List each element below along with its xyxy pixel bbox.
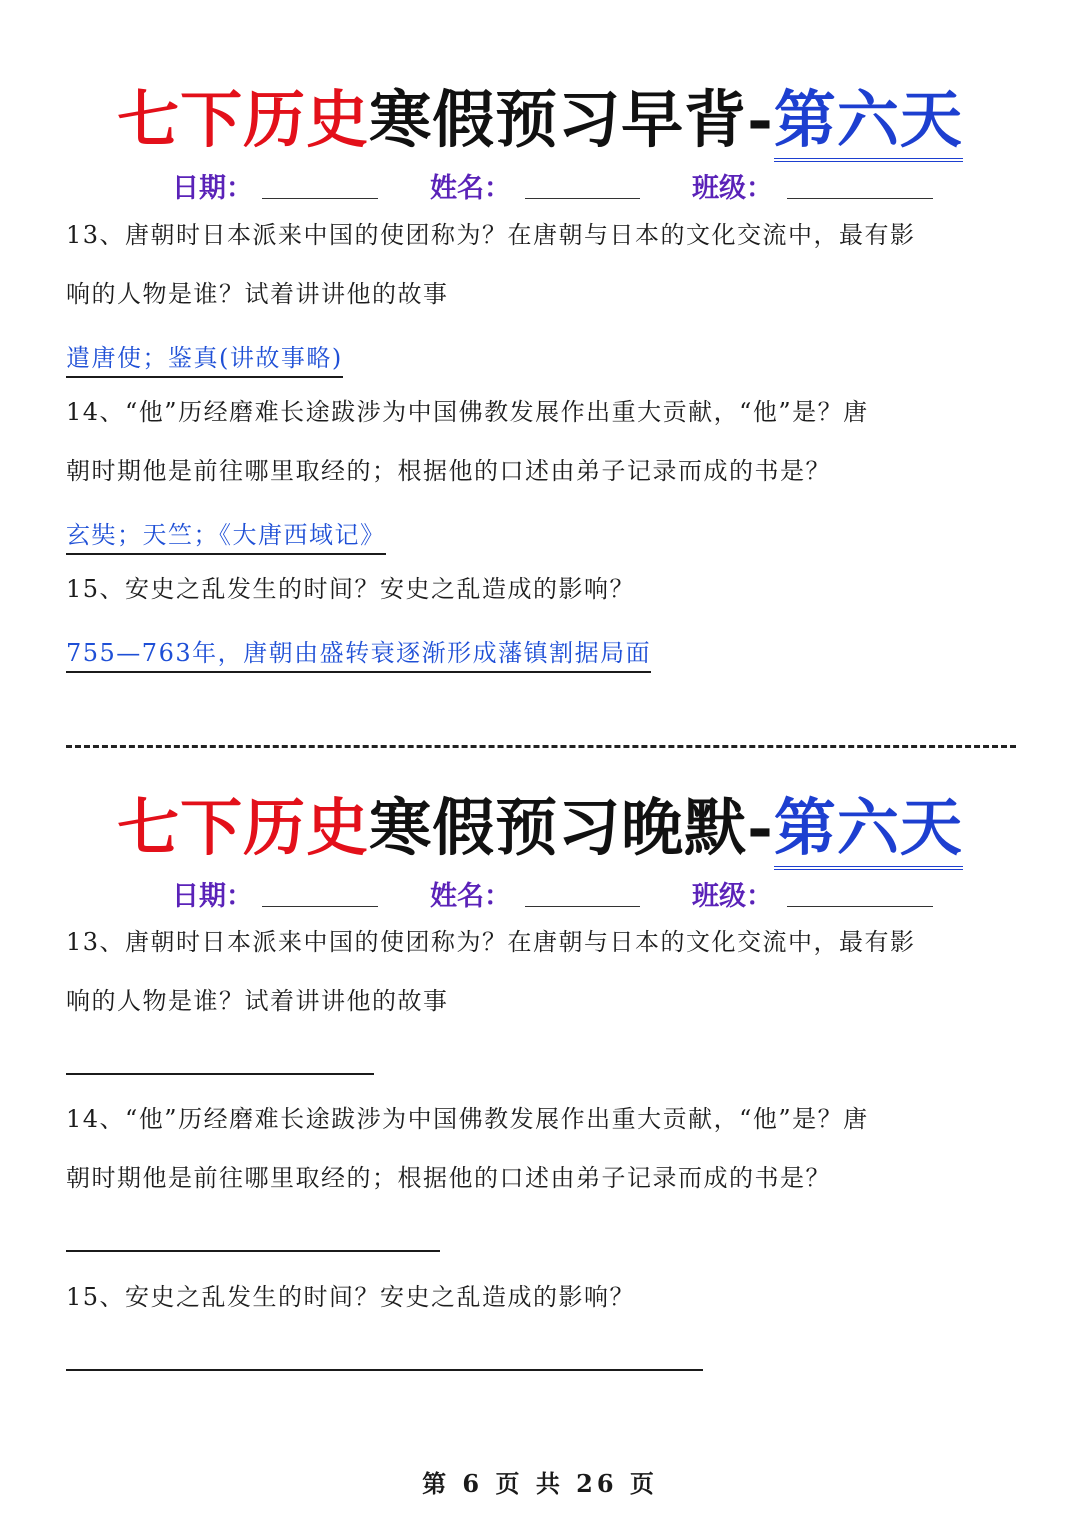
bottom-title-day: 第六天: [774, 791, 963, 870]
top-class-blank[interactable]: [787, 198, 933, 199]
top-question-14: [66, 383, 1026, 501]
bottom-title-main: 寒假预习晚默-: [369, 791, 774, 864]
top-q14-line1: 14、“他”历经磨难长途跋涉为中国佛教发展作出重大贡献，“他”是？唐: [66, 398, 869, 426]
top-q15-line1: 15、安史之乱发生的时间？安史之乱造成的影响？: [66, 575, 636, 603]
bottom-info-row: [0, 874, 1080, 914]
top-q14-line2: 朝时期他是前往哪里取经的；根据他的口述由弟子记录而成的书是？: [66, 457, 831, 485]
bottom-title: [0, 778, 1080, 867]
bottom-q14-line1: 14、“他”历经磨难长途跋涉为中国佛教发展作出重大贡献，“他”是？唐: [66, 1105, 869, 1133]
top-q15-answer: 755—763年，唐朝由盛转衰逐渐形成藩镇割据局面: [66, 633, 651, 673]
bottom-question-14: [66, 1090, 1026, 1208]
bottom-q15-answer-blank[interactable]: [66, 1369, 703, 1371]
top-title-subject: 七下历史: [117, 83, 370, 156]
top-q13-line1: 13、唐朝时日本派来中国的使团称为？在唐朝与日本的文化交流中，最有影: [66, 221, 916, 249]
bottom-q13-answer-blank[interactable]: [66, 1073, 374, 1075]
bottom-q15-line1: 15、安史之乱发生的时间？安史之乱造成的影响？: [66, 1283, 636, 1311]
top-name-blank[interactable]: [525, 198, 640, 199]
bottom-q14-answer-blank[interactable]: [66, 1250, 440, 1252]
top-question-13: [66, 206, 1026, 324]
top-title-day: 第六天: [774, 83, 963, 162]
section-divider: [66, 745, 1016, 748]
top-q13-answer: 遣唐使；鉴真(讲故事略): [66, 338, 343, 378]
bottom-q14-line2: 朝时期他是前往哪里取经的；根据他的口述由弟子记录而成的书是？: [66, 1164, 831, 1192]
bottom-date-blank[interactable]: [262, 906, 378, 907]
top-date-blank[interactable]: [262, 198, 378, 199]
top-name-label: 姓名：: [430, 173, 511, 204]
top-title: [0, 70, 1080, 159]
top-question-15: [66, 560, 1026, 619]
bottom-question-15: [66, 1268, 1026, 1327]
top-date-label: 日期：: [172, 173, 253, 204]
top-q14-answer: 玄奘；天竺；《大唐西域记》: [66, 515, 386, 555]
bottom-class-blank[interactable]: [787, 906, 933, 907]
bottom-question-13: [66, 913, 1026, 1031]
bottom-q13-line2: 响的人物是谁？试着讲讲他的故事: [66, 987, 449, 1015]
top-title-main: 寒假预习早背-: [369, 83, 774, 156]
top-class-label: 班级：: [692, 173, 773, 204]
bottom-q13-line1: 13、唐朝时日本派来中国的使团称为？在唐朝与日本的文化交流中，最有影: [66, 928, 916, 956]
page-number: 第 6 页 共 26 页: [422, 1469, 658, 1498]
bottom-name-label: 姓名：: [430, 881, 511, 912]
bottom-name-blank[interactable]: [525, 906, 640, 907]
bottom-date-label: 日期：: [172, 881, 253, 912]
bottom-class-label: 班级：: [692, 881, 773, 912]
top-info-row: [0, 166, 1080, 206]
top-q13-line2: 响的人物是谁？试着讲讲他的故事: [66, 280, 449, 308]
bottom-title-subject: 七下历史: [117, 791, 370, 864]
